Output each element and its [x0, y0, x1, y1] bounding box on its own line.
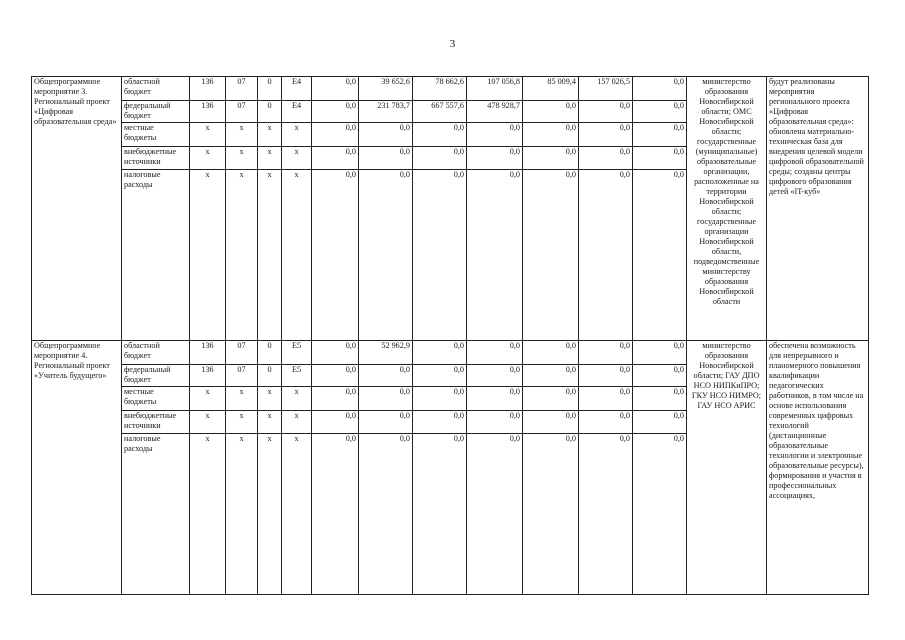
funding-source: областной бюджет: [122, 341, 190, 365]
funding-value: 0,0: [359, 387, 413, 411]
funding-value: 107 056,8: [467, 77, 523, 101]
funding-value: 0,0: [359, 411, 413, 434]
cs-code: x: [282, 387, 312, 411]
funding-source: внебюджетные источники: [122, 147, 190, 170]
funding-value: 0,0: [633, 341, 687, 365]
cs-code: x: [282, 147, 312, 170]
funding-value: 0,0: [633, 123, 687, 147]
grbs-code: 136: [190, 341, 226, 365]
funding-value: 52 962,9: [359, 341, 413, 365]
funding-value: 0,0: [523, 365, 579, 387]
activity-title: Общепрограммное мероприятие 4. Региональный проект «Учитель будущего»: [32, 341, 122, 595]
funding-value: 0,0: [467, 434, 523, 595]
funding-value: 0,0: [523, 170, 579, 341]
funding-value: 0,0: [579, 101, 633, 123]
funding-value: 0,0: [579, 123, 633, 147]
funding-value: 0,0: [633, 101, 687, 123]
funding-source: областной бюджет: [122, 77, 190, 101]
pr-code: 0: [258, 365, 282, 387]
cs-code: E5: [282, 365, 312, 387]
funding-value: 0,0: [312, 77, 359, 101]
grbs-code: 136: [190, 365, 226, 387]
grbs-code: x: [190, 147, 226, 170]
cs-code: E4: [282, 101, 312, 123]
grbs-code: x: [190, 411, 226, 434]
funding-value: 0,0: [467, 387, 523, 411]
cs-code: x: [282, 170, 312, 341]
pr-code: 0: [258, 77, 282, 101]
program-activities-table: [31, 76, 869, 595]
funding-value: 0,0: [633, 411, 687, 434]
pr-code: x: [258, 411, 282, 434]
funding-value: 0,0: [523, 147, 579, 170]
funding-value: 0,0: [312, 101, 359, 123]
funding-value: 0,0: [579, 170, 633, 341]
funding-source: местные бюджеты: [122, 123, 190, 147]
expected-result: обеспечена возможность для непрерывного и планомерного повышения квалификации педагогических работников, в том числе на основе использования современных цифровых технологий (дистанционные образовательные технологии и электронные образовательные ресурсы), формирования и участия в профессиональных ассоциациях,: [767, 341, 869, 595]
funding-value: 0,0: [523, 123, 579, 147]
executors: министерство образования Новосибирской области; ОМС Новосибирской области; государственные (муниципальные) образовательные организации, расположенные на территории Новосибирской области; государственные организации Новосибирской области, подведомственные министерству образования Новосибирской области: [687, 77, 767, 341]
cs-code: x: [282, 123, 312, 147]
funding-value: 0,0: [312, 341, 359, 365]
funding-value: 0,0: [413, 411, 467, 434]
pr-code: x: [258, 123, 282, 147]
funding-value: 478 928,7: [467, 101, 523, 123]
grbs-code: x: [190, 387, 226, 411]
pr-code: 0: [258, 341, 282, 365]
cs-code: E5: [282, 341, 312, 365]
cs-code: x: [282, 434, 312, 595]
funding-value: 0,0: [312, 411, 359, 434]
funding-value: 0,0: [633, 170, 687, 341]
funding-value: 0,0: [312, 434, 359, 595]
funding-value: 0,0: [359, 365, 413, 387]
funding-value: 0,0: [579, 387, 633, 411]
pr-code: x: [258, 147, 282, 170]
funding-value: 0,0: [359, 170, 413, 341]
pr-code: x: [258, 170, 282, 341]
activity-title: Общепрограммное мероприятие 3. Региональный проект «Цифровая образовательная среда»: [32, 77, 122, 341]
funding-value: 231 783,7: [359, 101, 413, 123]
rz-code: 07: [226, 365, 258, 387]
funding-value: 0,0: [633, 77, 687, 101]
expected-result: будут реализованы мероприятия регионального проекта «Цифровая образовательная среда»: обновлена материально-техническая база для внедрения целевой модели цифровой образовательной среды; созданы центры цифрового образования детей «IT-куб»: [767, 77, 869, 341]
funding-value: 0,0: [467, 170, 523, 341]
funding-value: 0,0: [312, 387, 359, 411]
funding-value: 0,0: [467, 411, 523, 434]
funding-source: федеральный бюджет: [122, 101, 190, 123]
funding-value: 0,0: [413, 170, 467, 341]
grbs-code: x: [190, 170, 226, 341]
table-row: [32, 77, 869, 101]
rz-code: x: [226, 170, 258, 341]
funding-value: 0,0: [312, 123, 359, 147]
funding-value: 0,0: [413, 434, 467, 595]
rz-code: x: [226, 411, 258, 434]
rz-code: x: [226, 434, 258, 595]
funding-value: 0,0: [359, 147, 413, 170]
grbs-code: x: [190, 434, 226, 595]
table-row: [32, 341, 869, 365]
funding-value: 0,0: [467, 365, 523, 387]
rz-code: 07: [226, 101, 258, 123]
funding-source: федеральный бюджет: [122, 365, 190, 387]
funding-value: 0,0: [579, 411, 633, 434]
rz-code: x: [226, 387, 258, 411]
funding-value: 0,0: [579, 365, 633, 387]
funding-value: 0,0: [633, 147, 687, 170]
funding-value: 0,0: [312, 147, 359, 170]
funding-value: 0,0: [523, 101, 579, 123]
funding-value: 78 662,6: [413, 77, 467, 101]
funding-value: 0,0: [579, 341, 633, 365]
funding-value: 0,0: [523, 387, 579, 411]
pr-code: 0: [258, 101, 282, 123]
funding-value: 0,0: [312, 170, 359, 341]
funding-value: 0,0: [359, 123, 413, 147]
funding-value: 0,0: [359, 434, 413, 595]
funding-value: 0,0: [633, 434, 687, 595]
rz-code: x: [226, 147, 258, 170]
funding-value: 0,0: [633, 365, 687, 387]
funding-value: 0,0: [523, 341, 579, 365]
funding-value: 39 652,6: [359, 77, 413, 101]
pr-code: x: [258, 387, 282, 411]
funding-value: 0,0: [523, 411, 579, 434]
funding-value: 667 557,6: [413, 101, 467, 123]
funding-value: 0,0: [413, 365, 467, 387]
cs-code: x: [282, 411, 312, 434]
grbs-code: 136: [190, 101, 226, 123]
funding-source: налоговые расходы: [122, 170, 190, 341]
funding-value: 85 009,4: [523, 77, 579, 101]
funding-value: 0,0: [523, 434, 579, 595]
page-number: 3: [449, 38, 456, 50]
funding-value: 0,0: [413, 123, 467, 147]
funding-value: 0,0: [413, 387, 467, 411]
funding-source: налоговые расходы: [122, 434, 190, 595]
funding-value: 0,0: [467, 341, 523, 365]
funding-value: 0,0: [467, 147, 523, 170]
pr-code: x: [258, 434, 282, 595]
funding-value: 0,0: [579, 434, 633, 595]
grbs-code: 136: [190, 77, 226, 101]
cs-code: E4: [282, 77, 312, 101]
funding-source: местные бюджеты: [122, 387, 190, 411]
rz-code: 07: [226, 77, 258, 101]
funding-value: 0,0: [579, 147, 633, 170]
funding-source: внебюджетные источники: [122, 411, 190, 434]
funding-value: 0,0: [312, 365, 359, 387]
funding-value: 157 026,5: [579, 77, 633, 101]
rz-code: 07: [226, 341, 258, 365]
funding-value: 0,0: [467, 123, 523, 147]
funding-value: 0,0: [413, 147, 467, 170]
grbs-code: x: [190, 123, 226, 147]
funding-value: 0,0: [413, 341, 467, 365]
rz-code: x: [226, 123, 258, 147]
funding-value: 0,0: [633, 387, 687, 411]
executors: министерство образования Новосибирской области; ГАУ ДПО НСО НИПКиПРО; ГКУ НСО НИМРО; ГАУ НСО АРИС: [687, 341, 767, 595]
